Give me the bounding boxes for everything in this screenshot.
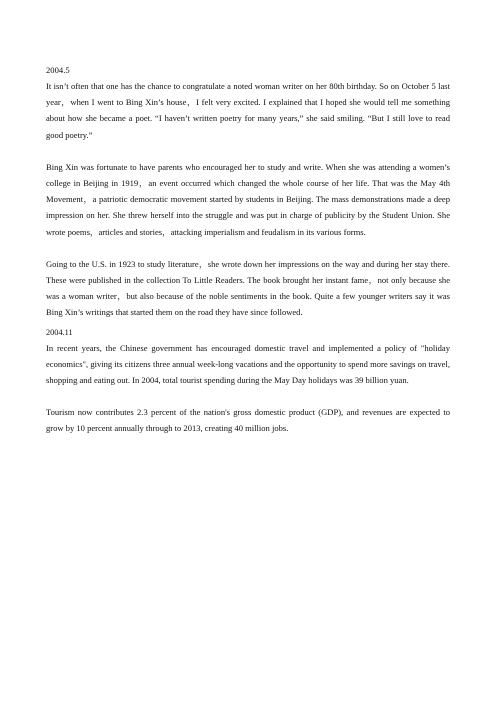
paragraph: It isn’t often that one has the chance to congratulate a noted woman writer on her 80th birthday. So on October 5 last year，when I went to Bing Xin’s house，I felt very excited. I explained that I hoped she would tell me something about how she became a poet. “I haven’t written poetry for many years,” she said smiling. “But I still love to read good poetry.” xyxy=(46,81,450,140)
paragraph: Going to the U.S. in 1923 to study literature，she wrote down her impressions on the way and during her stay there. These were published in the collection To Little Readers. The book brought her instant fame，not only because she was a woman writer，but also because of the noble sentiments in the book. Quite a few younger writers say it was Bing Xin’s writings that started them on the road they have since followed. xyxy=(46,258,450,318)
section-date: 2004.11 xyxy=(46,327,73,337)
paragraph-gap xyxy=(46,143,450,159)
paragraph-gap xyxy=(46,240,450,256)
paragraph: In recent years, the Chinese government has encouraged domestic travel and implemented a policy of "holiday economics", giving its citizens three annual week-long vacations and the opportunity to spend more savings on travel, shopping and eating out. In 2004, total tourist spending during the May Day holidays was 39 billion yuan. xyxy=(46,342,450,386)
document-body xyxy=(46,64,450,437)
paragraph-gap xyxy=(46,388,450,404)
paragraph: Tourism now contributes 2.3 percent of the nation's gross domestic product (GDP), and revenues are expected to grow by 10 percent annually through to 2013, creating 40 million jobs. xyxy=(46,407,450,434)
section-date: 2004.5 xyxy=(46,65,70,75)
paragraph: Bing Xin was fortunate to have parents who encouraged her to study and write. When she was attending a women’s college in Beijing in 1919，an event occurred which changed the whole course of her life. That was the May 4th Movement，a patriotic democratic movement started by students in Beijing. The mass demonstrations made a deep impression on her. She threw herself into the struggle and was put in charge of publicity by the Student Union. She wrote poems，articles and stories，attacking imperialism and feudalism in its various forms. xyxy=(46,161,450,237)
